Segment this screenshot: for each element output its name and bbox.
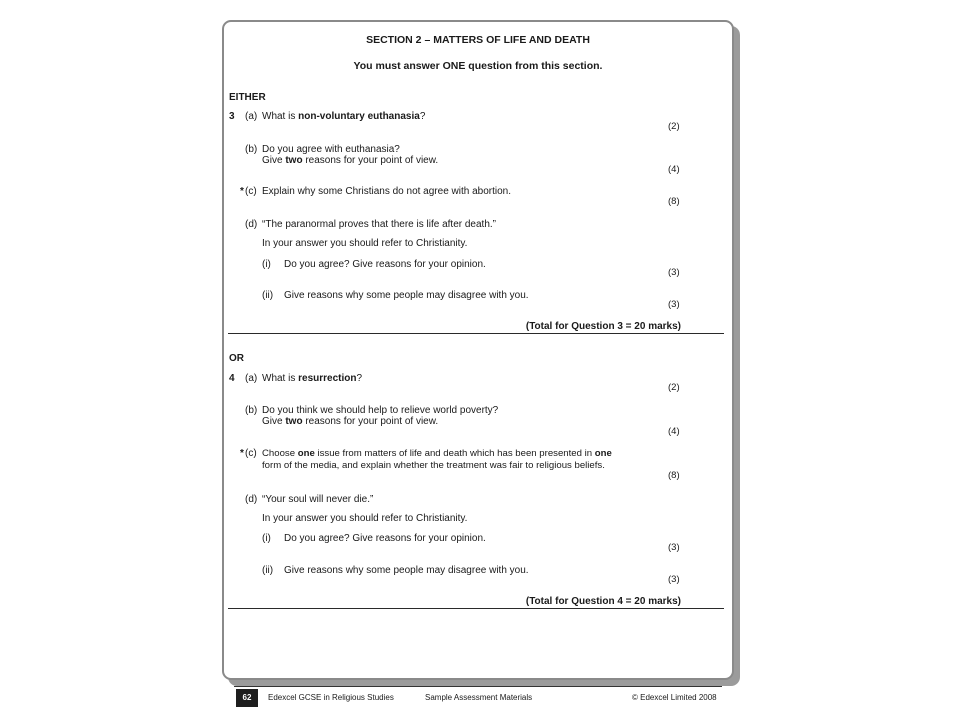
q4b-label: (b): [245, 405, 258, 416]
q4b-marks: (4): [668, 426, 680, 437]
either-label: EITHER: [229, 92, 266, 103]
q3b-marks: (4): [668, 164, 680, 175]
q3-total: (Total for Question 3 = 20 marks): [525, 321, 681, 332]
q4d-i-marks: (3): [668, 542, 680, 553]
q3d-i-question: Do you agree? Give reasons for your opinion.: [284, 259, 486, 270]
q3d-i-label: (i): [262, 259, 271, 270]
q4d-refer: In your answer you should refer to Christianity.: [262, 513, 468, 524]
q4b-line2: Give two reasons for your point of view.: [262, 416, 439, 427]
footer-materials: Sample Assessment Materials: [425, 693, 533, 702]
q3d-label: (d): [245, 219, 258, 230]
q3c-question: Explain why some Christians do not agree with abortion.: [262, 186, 512, 197]
q3a-label: (a): [245, 111, 258, 122]
q4d-label: (d): [245, 494, 258, 505]
q4c-line2: form of the media, and explain whether the treatment was fair to religious beliefs.: [262, 460, 605, 471]
q3d-ii-label: (ii): [262, 290, 274, 301]
q3b-line1: Do you agree with euthanasia?: [262, 144, 400, 155]
q3-number: 3: [229, 111, 235, 122]
q3c-marks: (8): [668, 196, 680, 207]
footer-publication: Edexcel GCSE in Religious Studies: [268, 693, 394, 702]
q4c-star: *: [240, 448, 244, 459]
q3a-marks: (2): [668, 121, 680, 132]
q4d-i-label: (i): [262, 533, 271, 544]
q4d-i-question: Do you agree? Give reasons for your opinion.: [284, 533, 486, 544]
q4a-marks: (2): [668, 382, 680, 393]
footer-rule: [234, 686, 722, 687]
footer-copyright: © Edexcel Limited 2008: [632, 693, 717, 702]
q4c-line1: Choose one issue from matters of life and death which has been presented in one: [262, 448, 612, 459]
q4b-line1: Do you think we should help to relieve world poverty?: [262, 405, 499, 416]
q3b-label: (b): [245, 144, 258, 155]
q4-number: 4: [229, 373, 235, 384]
exam-page: [222, 20, 734, 680]
q3d-refer: In your answer you should refer to Christianity.: [262, 238, 468, 249]
q3-divider: [228, 333, 724, 334]
q3a-question: What is non-voluntary euthanasia?: [262, 111, 426, 122]
section-title: SECTION 2 – MATTERS OF LIFE AND DEATH: [366, 34, 590, 46]
q3d-ii-question: Give reasons why some people may disagree with you.: [284, 290, 529, 301]
q4c-marks: (8): [668, 470, 680, 481]
q4d-ii-label: (ii): [262, 565, 274, 576]
page-number: 62: [236, 689, 258, 707]
q4d-ii-question: Give reasons why some people may disagree with you.: [284, 565, 529, 576]
q3b-line2: Give two reasons for your point of view.: [262, 155, 439, 166]
q4a-label: (a): [245, 373, 258, 384]
q4d-ii-marks: (3): [668, 574, 680, 585]
or-label: OR: [229, 353, 244, 364]
q3d-i-marks: (3): [668, 267, 680, 278]
q3c-star: *: [240, 186, 244, 197]
q3c-label: (c): [245, 186, 257, 197]
q4c-label: (c): [245, 448, 257, 459]
q4-total: (Total for Question 4 = 20 marks): [525, 596, 681, 607]
q4d-quote: “Your soul will never die.”: [262, 494, 374, 505]
q3d-quote: “The paranormal proves that there is life after death.”: [262, 219, 497, 230]
q4-divider: [228, 608, 724, 609]
q3d-ii-marks: (3): [668, 299, 680, 310]
q4a-question: What is resurrection?: [262, 373, 363, 384]
instruction: You must answer ONE question from this section.: [353, 60, 603, 72]
